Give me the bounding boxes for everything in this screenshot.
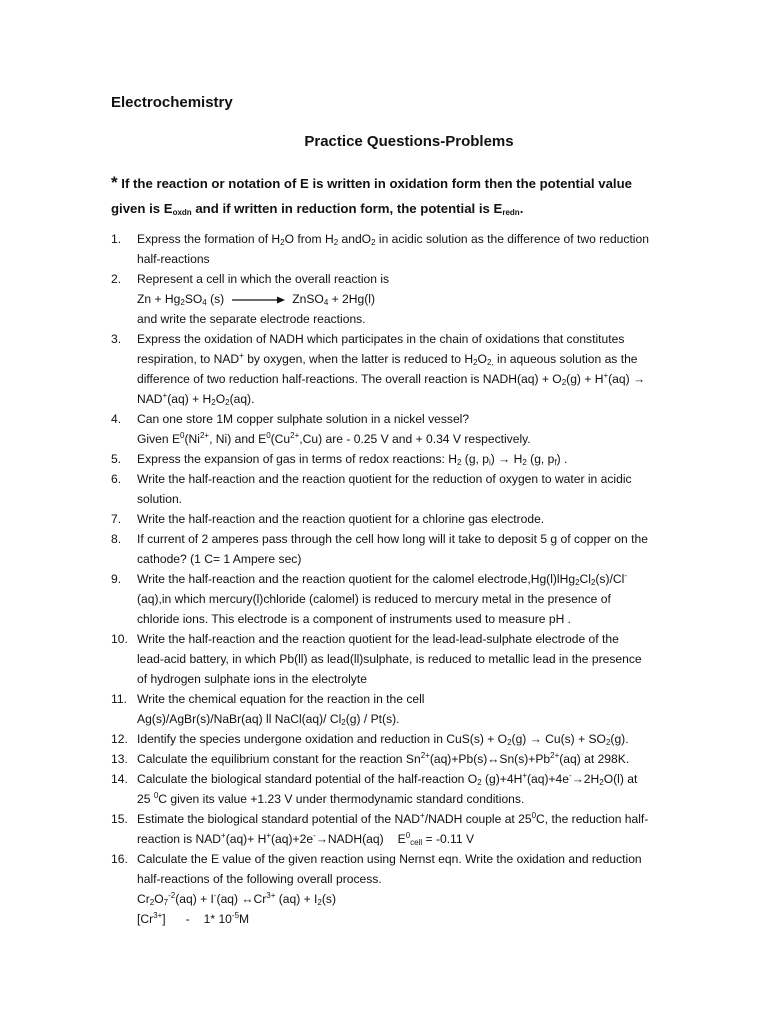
- text-fragment: 2: [317, 898, 322, 907]
- text-fragment: 2: [575, 578, 580, 587]
- text-fragment: 0: [153, 791, 159, 800]
- text-fragment: f: [554, 458, 557, 467]
- text-fragment: Zn + Hg: [137, 292, 181, 306]
- text-fragment: O: [154, 892, 164, 906]
- text-fragment: 2,: [486, 358, 494, 367]
- text-fragment: oxdn: [172, 208, 192, 217]
- text-fragment: -2: [168, 891, 176, 900]
- question-8: [111, 529, 686, 569]
- text-fragment: reaction is NAD: [137, 832, 222, 846]
- text-fragment: difference of two reduction half-reactions. The overall reaction is NADH(aq) + O: [137, 372, 562, 386]
- text-fragment: (aq)+2e: [271, 832, 314, 846]
- text-fragment: Write the half-reaction and the reaction quotient for the calomel electrode,Hg(l)lHg: [137, 572, 576, 586]
- text-fragment: Write the half-reaction and the reaction quotient for a chlorine gas electrode.: [137, 512, 545, 526]
- text-fragment: (aq).: [229, 392, 255, 406]
- text-fragment: SO: [184, 292, 203, 306]
- text-fragment: 2: [477, 778, 482, 787]
- text-fragment: (Cu: [270, 432, 291, 446]
- text-fragment: (aq) at 298K.: [559, 752, 630, 766]
- text-fragment: 2: [507, 738, 512, 747]
- text-fragment: 2+: [290, 431, 300, 440]
- text-fragment: +: [420, 811, 425, 820]
- text-fragment: -: [569, 771, 572, 780]
- text-fragment: 1.: [111, 232, 122, 246]
- question-15: [111, 809, 686, 849]
- text-fragment: (g) → Cu(s) + SO: [511, 732, 606, 746]
- instruction-note: [111, 170, 671, 221]
- text-fragment: in aqueous solution as the: [493, 352, 638, 366]
- text-fragment: given is E: [111, 201, 173, 216]
- text-fragment: (s)/Cl: [595, 572, 625, 586]
- text-fragment: cell: [410, 838, 423, 847]
- text-fragment: 2: [341, 718, 346, 727]
- text-fragment: -: [185, 912, 190, 926]
- question-5: [111, 449, 686, 469]
- text-fragment: 2: [371, 238, 376, 247]
- text-fragment: 2: [149, 898, 155, 907]
- text-fragment: 2+: [199, 431, 210, 440]
- text-fragment: +: [522, 771, 527, 780]
- text-fragment: Express the formation of H: [137, 232, 281, 246]
- text-fragment: 3.: [111, 332, 122, 346]
- text-fragment: 2: [211, 398, 216, 407]
- text-fragment: -: [313, 831, 316, 840]
- text-fragment: 7.: [111, 512, 122, 526]
- text-fragment: Write the chemical equation for the reaction in the cell: [137, 692, 425, 706]
- text-fragment: 2: [605, 738, 611, 747]
- text-fragment: half-reactions of the following overall process.: [137, 872, 382, 886]
- text-fragment: chloride ions. This electrode is a component of instruments used to measure pH .: [137, 612, 572, 626]
- question-11: [111, 689, 686, 729]
- text-fragment: Ag(s)/AgBr(s)/NaBr(aq) ll NaCl(aq)/ Cl: [137, 712, 342, 726]
- question-10: [111, 629, 686, 689]
- text-fragment: +: [266, 831, 272, 840]
- text-fragment: in acidic solution as the difference of two reduction: [375, 232, 649, 246]
- text-fragment: 2: [333, 238, 339, 247]
- text-fragment: 2+: [420, 751, 430, 760]
- text-fragment: 3+: [266, 891, 276, 900]
- text-fragment: (aq),in which mercury(l)chloride (calomel) is reduced to mercury metal in the presence of: [137, 592, 611, 606]
- text-fragment: (g).: [610, 732, 629, 746]
- text-fragment: of hydrogen sulphate ions in the electrolyte: [137, 672, 367, 686]
- text-fragment: Write the half-reaction and the reaction quotient for the reduction of oxygen to water in acidic: [137, 472, 632, 486]
- text-fragment: 2: [280, 238, 285, 247]
- text-fragment: 7: [163, 898, 169, 907]
- question-9: [111, 569, 686, 629]
- text-fragment: and if written in reduction form, the potential is E: [191, 201, 503, 216]
- text-fragment: 12.: [111, 732, 128, 746]
- text-fragment: 16.: [111, 852, 128, 866]
- text-fragment: 9.: [111, 572, 122, 586]
- text-fragment: Represent a cell in which the overall reaction is: [137, 272, 390, 286]
- text-fragment: ) → H: [490, 452, 523, 466]
- text-fragment: Cr: [137, 892, 150, 906]
- text-fragment: 0: [405, 831, 411, 840]
- text-fragment: 2: [561, 378, 567, 387]
- text-fragment: M: [239, 912, 250, 926]
- text-fragment: (Ni: [184, 432, 200, 446]
- text-fragment: -: [213, 891, 217, 900]
- text-fragment: (g, p: [526, 452, 555, 466]
- text-fragment: ) .: [556, 452, 568, 466]
- text-fragment: i: [489, 458, 491, 467]
- text-fragment: (aq) + H: [167, 392, 212, 406]
- text-fragment: 8.: [111, 532, 122, 546]
- text-fragment: O(l) at: [603, 772, 638, 786]
- text-fragment: Express the expansion of gas in terms of redox reactions: H: [137, 452, 457, 466]
- text-fragment: (s): [321, 892, 336, 906]
- text-fragment: +: [221, 831, 226, 840]
- text-fragment: lead-acid battery, in which Pb(ll) as lead(ll)sulphate, is reduced to metallic lead in the presence: [137, 652, 642, 666]
- note-line-1: If the reaction or notation of E is written in oxidation form then the potential value: [117, 176, 632, 191]
- text-fragment: , Ni) and E: [209, 432, 267, 446]
- text-fragment: (aq) + I: [175, 892, 214, 906]
- asterisk-mark: *: [111, 173, 118, 192]
- text-fragment: 13.: [111, 752, 128, 766]
- text-fragment: 4: [202, 298, 207, 307]
- text-fragment: +: [162, 391, 168, 400]
- text-fragment: (g)+4H: [481, 772, 523, 786]
- text-fragment: →NADH(aq): [315, 832, 384, 846]
- text-fragment: (aq)+4e: [526, 772, 570, 786]
- text-fragment: 2: [180, 298, 185, 307]
- text-fragment: Express the oxidation of NADH which participates in the chain of oxidations that constitutes: [137, 332, 625, 346]
- text-fragment: by oxygen, when the latter is reduced to H: [243, 352, 474, 366]
- text-fragment: Given E: [137, 432, 181, 446]
- text-fragment: /NADH couple at 25: [424, 812, 532, 826]
- question-16: [111, 849, 686, 929]
- text-fragment: Calculate the equilibrium constant for the reaction Sn: [137, 752, 421, 766]
- text-fragment: 10.: [111, 632, 128, 646]
- text-fragment: 0: [531, 811, 537, 820]
- text-fragment: +: [603, 371, 609, 380]
- text-fragment: Calculate the E value of the given reaction using Nernst eqn. Write the oxidation and reduction: [137, 852, 642, 866]
- text-fragment: Calculate the biological standard potential of the half-reaction O: [137, 772, 478, 786]
- text-fragment: and write the separate electrode reactions.: [137, 312, 366, 326]
- text-fragment: Can one store 1M copper sulphate solution in a nickel vessel?: [137, 412, 470, 426]
- question-4: [111, 409, 686, 449]
- text-fragment: 2.: [111, 272, 122, 286]
- text-fragment: -: [624, 571, 627, 580]
- reaction-arrow-icon: [230, 295, 286, 305]
- text-fragment: 2+: [550, 751, 560, 760]
- page-subtitle: Practice Questions-Problems: [304, 133, 514, 150]
- text-fragment: (aq) →: [608, 372, 646, 386]
- text-fragment: 3+: [153, 911, 163, 920]
- text-fragment: -5: [231, 911, 240, 920]
- text-fragment: (aq) + I: [275, 892, 318, 906]
- text-fragment: 0: [180, 431, 185, 440]
- text-fragment: (s): [206, 292, 225, 306]
- text-fragment: ZnSO: [292, 292, 324, 306]
- text-fragment: O: [477, 352, 487, 366]
- text-fragment: andO: [338, 232, 372, 246]
- text-fragment: Write the half-reaction and the reaction quotient for the lead-lead-sulphate electrode of the: [137, 632, 619, 646]
- text-fragment: 2: [456, 458, 462, 467]
- text-fragment: respiration, to NAD: [137, 352, 240, 366]
- text-fragment: 11.: [111, 692, 127, 706]
- text-fragment: ]: [162, 912, 166, 926]
- text-fragment: 2: [225, 398, 230, 407]
- text-fragment: [Cr: [137, 912, 154, 926]
- text-fragment: Identify the species undergone oxidation and reduction in CuS(s) + O: [137, 732, 508, 746]
- text-fragment: 0: [266, 431, 271, 440]
- text-fragment: E: [397, 832, 406, 846]
- text-fragment: (aq) ↔Cr: [216, 892, 267, 906]
- text-fragment: redn: [502, 208, 520, 217]
- text-fragment: 2: [473, 358, 478, 367]
- text-fragment: (aq)+Pb(s)↔Sn(s)+Pb: [429, 752, 551, 766]
- text-fragment: If current of 2 amperes pass through the cell how long will it take to deposit 5 g of copper on the: [137, 532, 648, 546]
- text-fragment: 25: [137, 792, 154, 806]
- text-fragment: C given its value +1.23 V under thermodynamic standard conditions.: [158, 792, 525, 806]
- text-fragment: 15.: [111, 812, 128, 826]
- question-6: [111, 469, 686, 509]
- question-3: [111, 329, 686, 409]
- text-fragment: Estimate the biological standard potential of the NAD: [137, 812, 421, 826]
- text-fragment: →2H: [571, 772, 600, 786]
- question-list: [111, 229, 686, 929]
- text-fragment: (g) / Pt(s).: [345, 712, 400, 726]
- question-1: [111, 229, 686, 269]
- question-7: [111, 509, 686, 529]
- page-title: Electrochemistry: [111, 94, 233, 111]
- text-fragment: Cl: [579, 572, 591, 586]
- text-fragment: 1* 10: [203, 912, 232, 926]
- text-fragment: +: [239, 351, 244, 360]
- text-fragment: (g) + H: [566, 372, 604, 386]
- text-fragment: solution.: [137, 492, 183, 506]
- text-fragment: (g, p: [461, 452, 489, 466]
- text-fragment: O from H: [284, 232, 334, 246]
- text-fragment: .: [519, 201, 524, 216]
- question-12: [111, 729, 686, 749]
- question-14: [111, 769, 686, 809]
- text-fragment: 2: [599, 778, 604, 787]
- text-fragment: (aq)+ H: [225, 832, 267, 846]
- text-fragment: NAD: [137, 392, 163, 406]
- text-fragment: O: [215, 392, 226, 406]
- text-fragment: 4: [323, 298, 329, 307]
- text-fragment: = -0.11 V: [422, 832, 475, 846]
- text-fragment: 4.: [111, 412, 122, 426]
- text-fragment: cathode? (1 C= 1 Ampere sec): [137, 552, 302, 566]
- text-fragment: ,Cu) are - 0.25 V and + 0.34 V respectively.: [299, 432, 531, 446]
- text-fragment: 6.: [111, 472, 122, 486]
- question-13: [111, 749, 686, 769]
- text-fragment: + 2Hg(l): [328, 292, 375, 306]
- text-fragment: 2: [522, 458, 527, 467]
- text-fragment: 2: [590, 578, 596, 587]
- text-fragment: 14.: [111, 772, 128, 786]
- text-fragment: half-reactions: [137, 252, 210, 266]
- question-2: [111, 269, 686, 329]
- text-fragment: C, the reduction half-: [536, 812, 649, 826]
- text-fragment: 5.: [111, 452, 122, 466]
